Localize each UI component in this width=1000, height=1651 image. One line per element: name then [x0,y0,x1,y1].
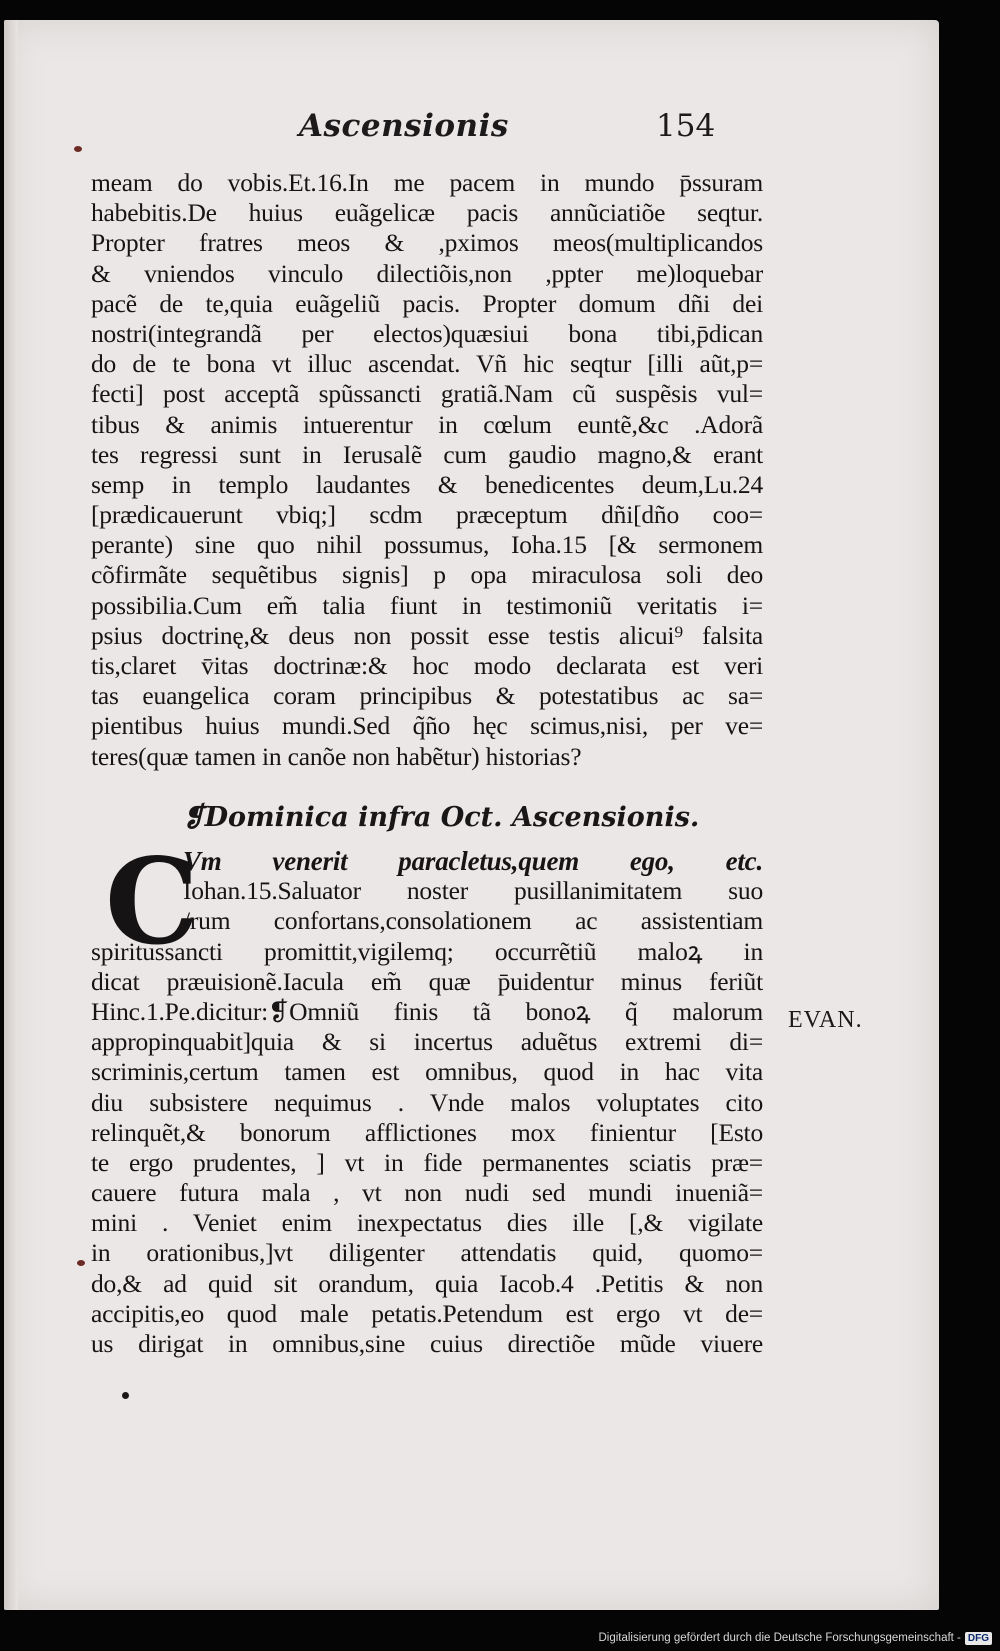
text-line: nostri(integrandã per electos)quæsiui bona tibi,p̄dican [91,318,763,348]
body-text [91,168,763,772]
text-line: tibus & animis intuerentur in cœlum euntẽ,&c .Adorã [91,409,763,439]
gospel-section [91,832,763,1359]
text-line: semp in templo laudantes & benedicentes deum,Lu.24 [91,469,763,499]
text-line: do de te bona vt illuc ascendat. Vñ hic seqtur [illi aũt,p= [91,349,763,379]
text-line: relinquẽt,& bonorum afflictiones mox finientur [Esto [91,1117,763,1147]
text-line: [prædicauerunt vbiq;] scdm præceptum dñi[dño coo= [91,500,763,530]
text-line: tes regressi sunt in Ierusalẽ cum gaudio magno,& erant [91,439,763,469]
credit-text: Digitalisierung gefördert durch die Deutsche Forschungsgemeinschaft - [598,1632,961,1644]
dfg-logo: DFG [965,1632,992,1645]
text-line: perante) sine quo nihil possumus, Ioha.15 [& sermonem [91,530,763,560]
text-line: fecti] post acceptã spũssancti gratiã.Nam cũ suspẽsis vul= [91,379,763,409]
text-line: dicat præuisionẽ.Iacula em̃ quæ p̄uidentur minus feriũt [91,966,763,996]
margin-note: EVAN. [788,1007,863,1033]
text-line: in orationibus,]vt diligenter attendatis quid, quomo= [91,1238,763,1268]
book-page [4,20,939,1610]
page-number: 154 [656,108,716,144]
ink-speck [74,146,82,152]
text-line: do,& ad quid sit orandum, quia Iacob.4 .Petitis & non [91,1268,763,1298]
digitization-credit [598,1629,992,1647]
text-line: pacẽ de te,quia euãgeliũ pacis. Propter domum dñi dei [91,288,763,318]
text-line: scriminis,certum tamen est omnibus, quod in hac vita [91,1057,763,1087]
text-line: te ergo prudentes, ] vt in fide permanentes sciatis præ= [91,1147,763,1177]
text-line: & vniendos vinculo dilectiõis,non ,ppter me)loquebar [91,258,763,288]
page-gutter-shadow [4,20,18,1610]
text-line: Propter fratres meos & ,pximos meos(multiplicandos [91,228,763,258]
text-line: us dirigat in omnibus,sine cuius directiõe mũde viuere [91,1329,763,1358]
text-line: possibilia.Cum em̃ talia fiunt in testimoniũ veritatis i= [91,590,763,620]
running-head: Ascensionis [299,108,509,144]
text-line: psius doctrinę,& deus non possit esse testis alicui⁹ falsita [91,620,763,650]
text-line: pientibus huius mundi.Sed q̃ño hęc scimus,nisi, per ve= [91,711,763,741]
ink-speck [77,1260,85,1266]
text-line: cõfirmãte sequẽtibus signis] p opa miraculosa soli deo [91,560,763,590]
text-line: mini . Veniet enim inexpectatus dies ille [,& vigilate [91,1208,763,1238]
text-line: habebitis.De huius euãgelicæ pacis annũciatiõe seqtur. [91,198,763,228]
text-line: appropinquabit]quia & si incertus aduẽtus extremi di= [91,1027,763,1057]
text-line: Iohan.15.Saluator noster pusillanimitatem suo [183,876,763,906]
text-line: teres(quæ tamen in canõe non habẽtur) historias? [91,741,582,771]
text-line: Hinc.1.Pe.dicitur:❡Omniũ finis tã bonoꝝ q̃ malorum [91,996,763,1026]
text-line: /rum confortans,consolationem ac assistentiam [183,906,763,936]
text-line: tis,claret v̄itas doctrinæ:& hoc modo declarata est veri [91,651,763,680]
text-line: diu subsistere nequimus . Vnde malos voluptates cito [91,1087,763,1117]
text-line: meam do vobis.Et.16.In me pacem in mundo p̄ssuram [91,168,763,197]
drop-cap: C [105,832,199,971]
text-line: tas euangelica coram principibus & potestatibus ac sa= [91,681,763,711]
gospel-first-line: Vm venerit paracletus,quem ego, etc. [183,846,763,876]
text-line: spiritussancti promittit,vigilemq; occurrẽtiũ maloꝝ in [91,936,763,966]
section-heading: ❡Dominica infra Oct. Ascensionis. [182,802,700,833]
text-line: cauere futura mala , vt non nudi sed mundi inueniã= [91,1178,763,1208]
text-line: accipitis,eo quod male petatis.Petendum est ergo vt de= [91,1298,763,1328]
ink-speck [122,1392,129,1399]
